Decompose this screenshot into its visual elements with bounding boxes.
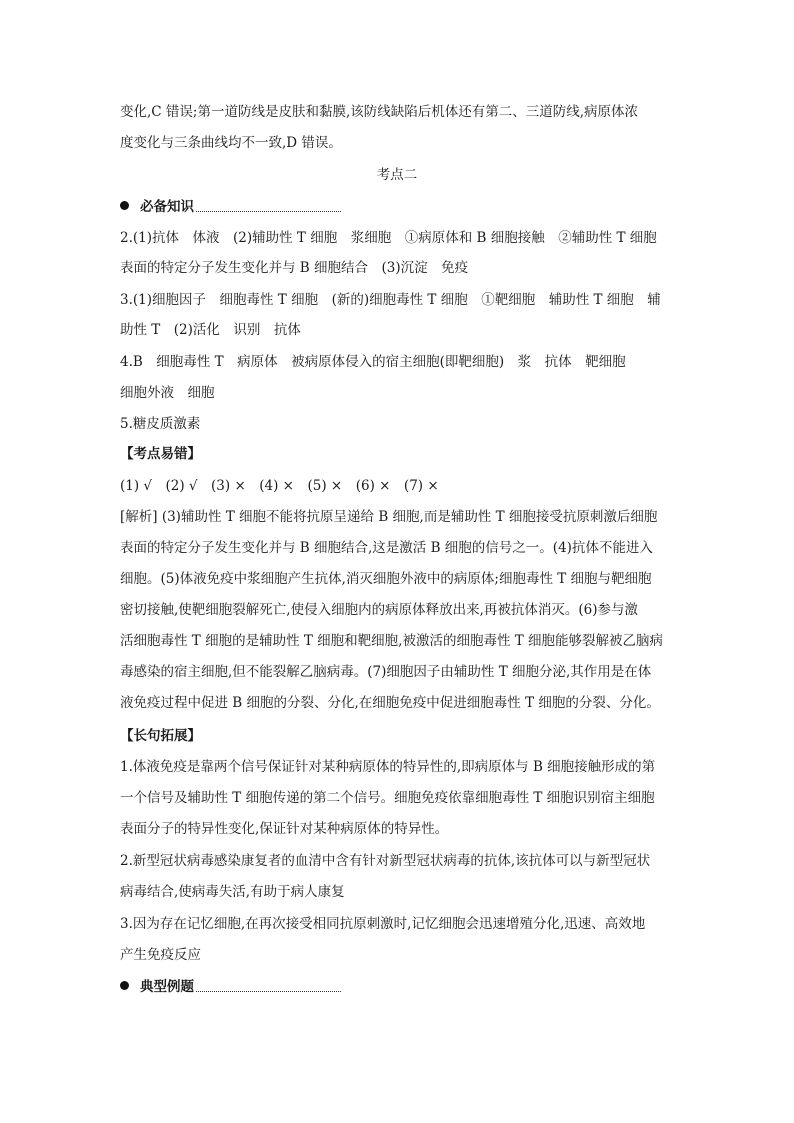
text-line: 变化,C 错误;第一道防线是皮肤和黏膜,该防线缺陷后机体还有第二、三道防线,病原体浓 [120,104,639,120]
section-marker-typical-examples [120,975,341,995]
bullet-dot-icon [120,981,129,990]
bullet-dot-icon [120,201,129,210]
text-line: 5.糖皮质激素 [120,416,201,432]
text-line: 表面的特定分子发生变化并与 B 细胞结合 (3)沉淀 免疫 [120,260,469,276]
section-heading: 考点二 [376,167,418,183]
text-line: 液免疫过程中促进 B 细胞的分裂、分化,在细胞免疫中促进细胞毒性 T 细胞的分裂、分化。 [120,695,660,711]
subsection-heading: 【考点易错】 [120,446,201,462]
section-marker-required-knowledge [120,195,341,215]
text-line: 产生免疫反应 [120,947,201,963]
section-label: 必备知识 [140,199,194,215]
text-line: 一个信号及辅助性 T 细胞传递的第二个信号。细胞免疫依靠细胞毒性 T 细胞识别宿主细胞 [120,790,655,806]
text-line: 表面分子的特异性变化,保证针对某种病原体的特异性。 [120,821,449,837]
text-line: 毒感染的宿主细胞,但不能裂解乙脑病毒。(7)细胞因子由辅助性 T 细胞分泌,其作用是在体 [120,664,652,680]
text-line: 4.B 细胞毒性 T 病原体 被病原体侵入的宿主细胞(即靶细胞) 浆 抗体 靶细胞 [120,354,626,370]
text-line: 密切接触,使靶细胞裂解死亡,使侵入细胞内的病原体释放出来,再被抗体消灭。(6)参与激 [120,602,638,618]
judgement-answers: (1) √ (2) √ (3) × (4) × (5) × (6) × (7) × [120,478,439,494]
text-line: 3.(1)细胞因子 细胞毒性 T 细胞 (新的)细胞毒性 T 细胞 ①靶细胞 辅助性 T 细胞 辅 [120,292,661,308]
text-line: 1.体液免疫是靠两个信号保证针对某种病原体的特异性的,即病原体与 B 细胞接触形成的第 [120,759,656,775]
subsection-heading: 【长句拓展】 [120,728,201,744]
text-line: 2.(1)抗体 体液 (2)辅助性 T 细胞 浆细胞 ①病原体和 B 细胞接触 ②辅助性 T 细胞 [120,230,657,246]
section-label: 典型例题 [140,979,194,995]
dotted-leader [196,979,341,992]
text-line: 活细胞毒性 T 细胞的是辅助性 T 细胞和靶细胞,被激活的细胞毒性 T 细胞能够裂解被乙脑病 [120,633,664,649]
text-line: 3.因为存在记忆细胞,在再次接受相同抗原刺激时,记忆细胞会迅速增殖分化,迅速、高效地 [120,916,646,932]
text-line: 细胞外液 细胞 [120,385,215,401]
dotted-leader [196,199,341,212]
text-line: 病毒结合,使病毒失活,有助于病人康复 [120,884,345,900]
text-line: [解析] (3)辅助性 T 细胞不能将抗原呈递给 B 细胞,而是辅助性 T 细胞接受抗原刺激后细胞 [120,509,658,525]
text-line: 度变化与三条曲线均不一致,D 错误。 [120,135,342,151]
text-line: 2.新型冠状病毒感染康复者的血清中含有针对新型冠状病毒的抗体,该抗体可以与新型冠状 [120,853,651,869]
text-line: 表面的特定分子发生变化并与 B 细胞结合,这是激活 B 细胞的信号之一。(4)抗体不能进入 [120,540,653,556]
text-line: 助性 T (2)活化 识别 抗体 [120,322,301,338]
text-line: 细胞。(5)体液免疫中浆细胞产生抗体,消灭细胞外液中的病原体;细胞毒性 T 细胞与靶细胞 [120,571,652,587]
